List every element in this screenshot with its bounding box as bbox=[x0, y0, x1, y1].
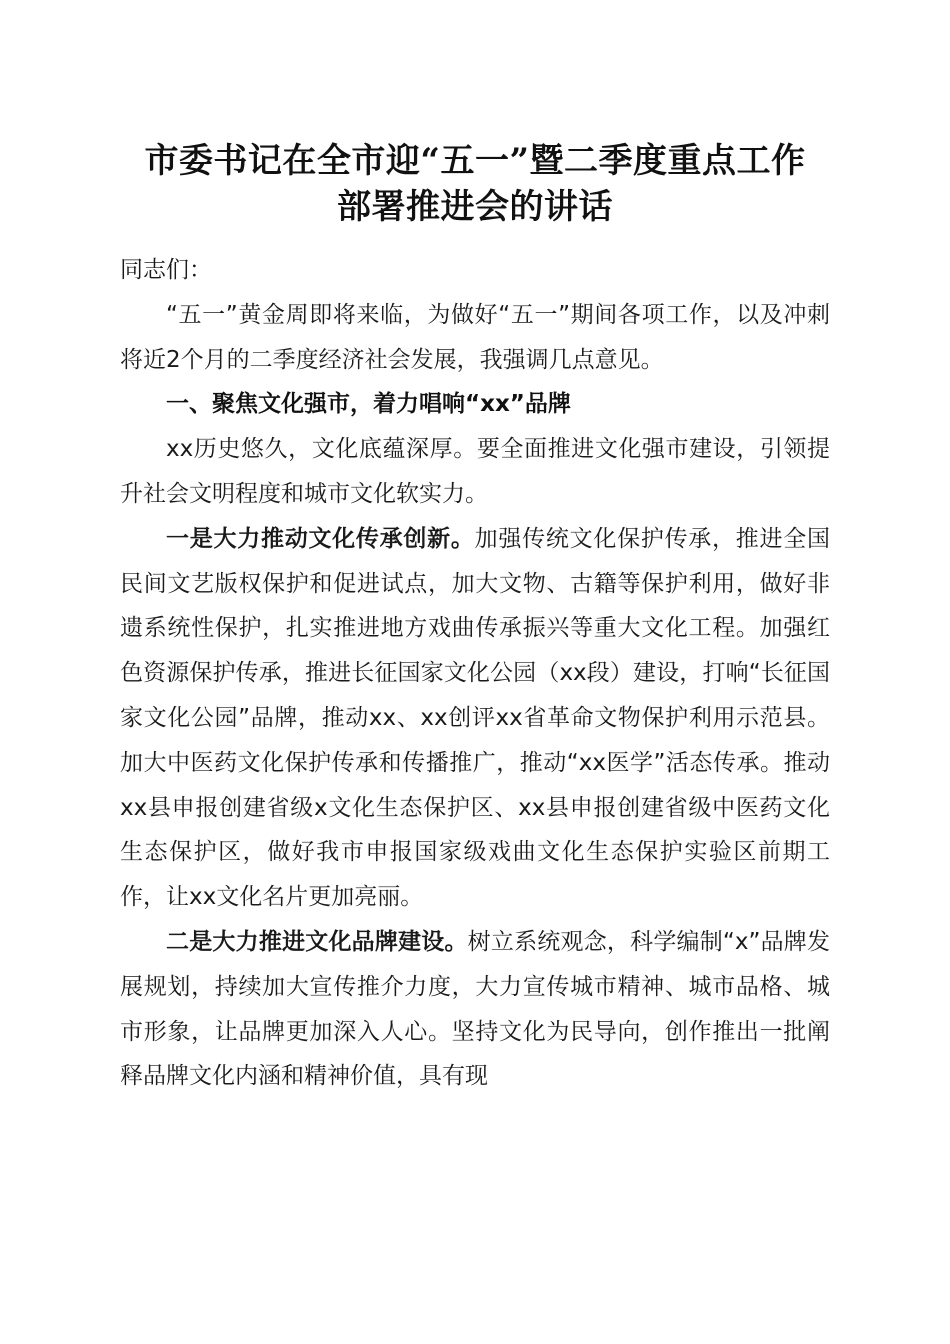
section-heading: 一、聚焦文化强市，着力唱响“xx”品牌 bbox=[166, 391, 571, 418]
paragraph-culture-heritage bbox=[120, 517, 830, 920]
intro-paragraph: “五一”黄金周即将来临，为做好“五一”期间各项工作，以及冲刺将近2个月的二季度经济社会发展，我强调几点意见。 bbox=[120, 301, 830, 373]
salutation: 同志们： bbox=[120, 257, 212, 283]
document-body bbox=[120, 248, 830, 1099]
document-title-line-1: 市委书记在全市迎“五一”暨二季度重点工作 bbox=[144, 141, 806, 181]
paragraph-lead: 二是大力推进文化品牌建设。 bbox=[166, 928, 468, 955]
document-title-line-2: 部署推进会的讲话 bbox=[337, 187, 613, 227]
paragraph-body: 树立系统观念，科学编制“x”品牌发展规划，持续加大宣传推介力度，大力宣传城市精神、城市品格、城市形象，让品牌更加深入人心。坚持文化为民导向，创作推出一批阐释品牌文化内涵和精神价值，具有现 bbox=[120, 928, 830, 1090]
paragraph-body: 加强传统文化保护传承，推进全国民间文艺版权保护和促进试点，加大文物、古籍等保护利用，做好非遗系统性保护，扎实推进地方戏曲传承振兴等重大文化工程。加强红色资源保护传承，推进长征国家文化公园（xx段）建设，打响“长征国家文化公园”品牌，推动xx、xx创评xx省革命文物保护利用示范县。加大中医药文化保护传承和传播推广，推动“xx医学”活态传承。推动xx县申报创建省级x文化生态保护区、xx县申报创建省级中医药文化生态保护区，做好我市申报国家级戏曲文化生态保护实验区前期工作，让xx文化名片更加亮丽。 bbox=[120, 525, 831, 911]
section-intro-paragraph: xx历史悠久，文化底蕴深厚。要全面推进文化强市建设，引领提升社会文明程度和城市文化软实力。 bbox=[120, 436, 830, 507]
paragraph-culture-brand bbox=[120, 920, 830, 1099]
paragraph-lead: 一是大力推动文化传承创新。 bbox=[166, 525, 475, 552]
